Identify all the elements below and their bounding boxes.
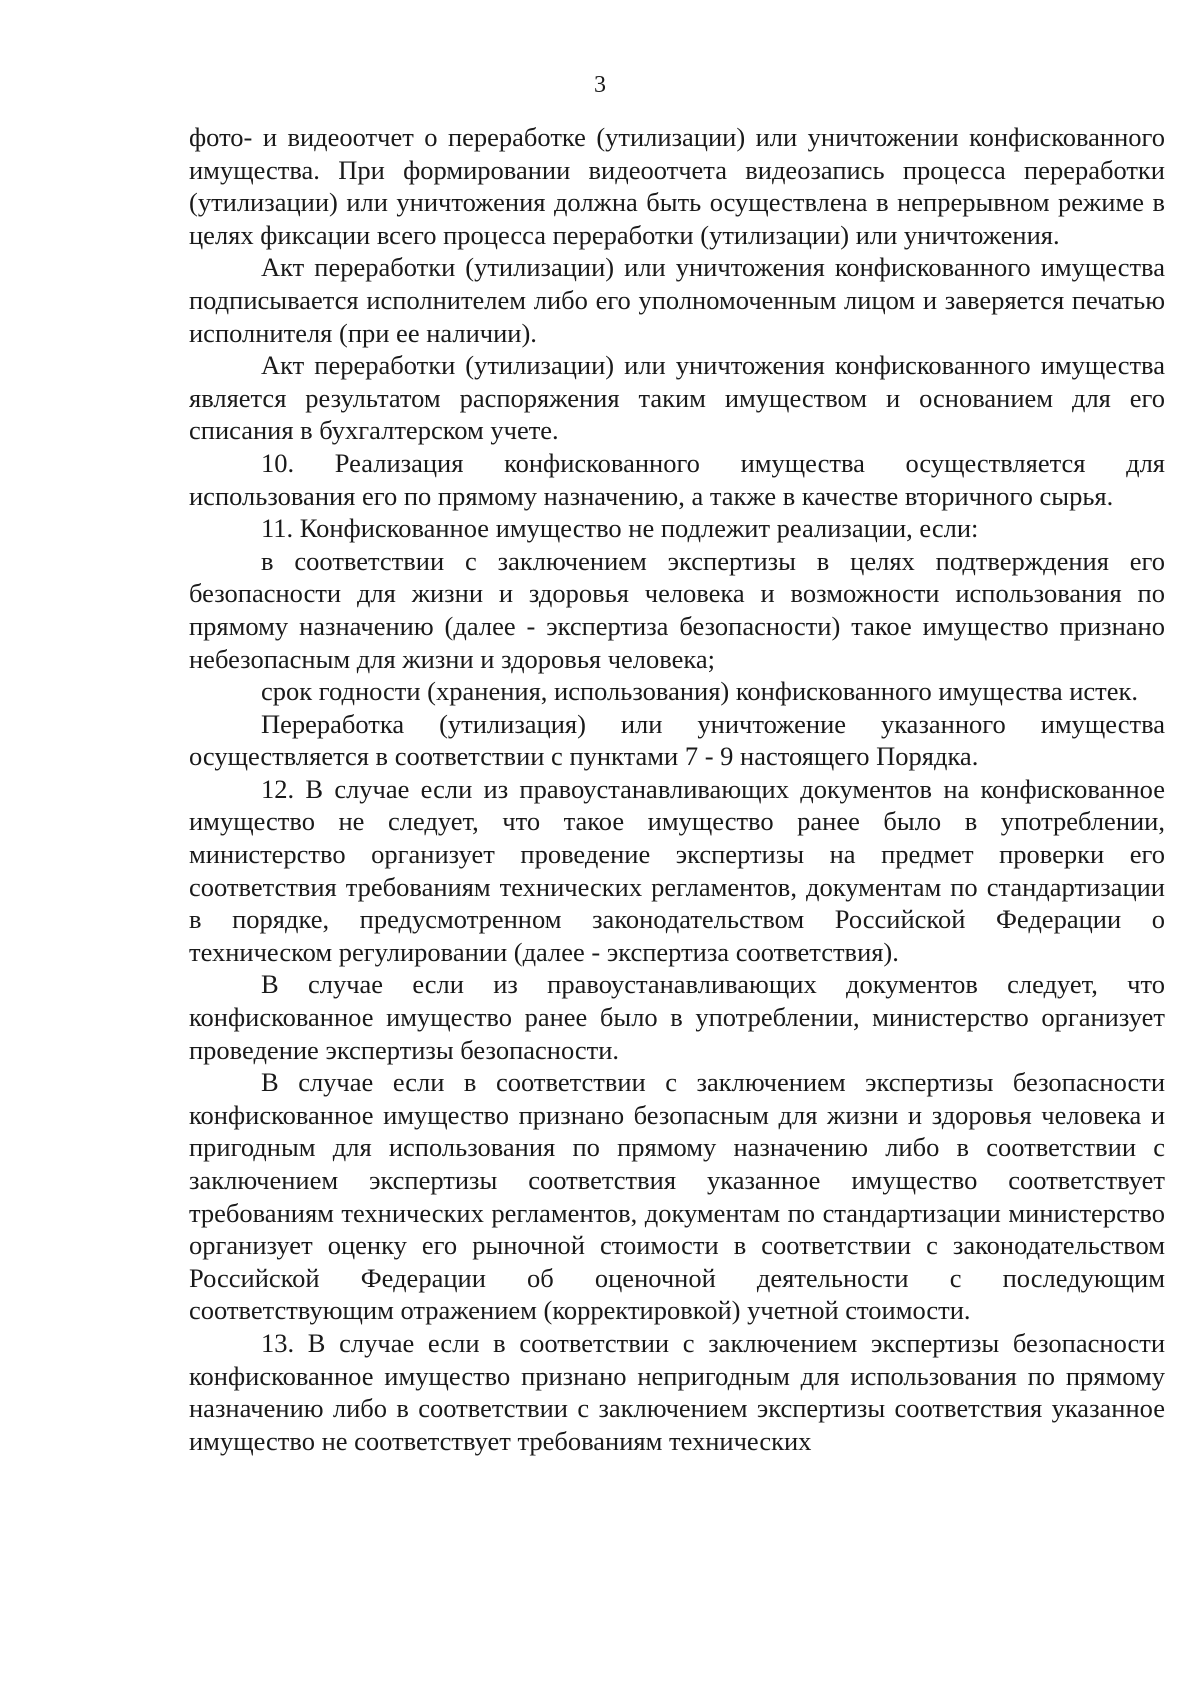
document-body — [189, 121, 1165, 1457]
paragraph: в соответствии с заключением экспертизы в целях подтверждения его безопасности для жизни и здоровья человека и возможности использования по прямому назначению (далее - экспертиза безопасности) такое имущество признано небезопасным для жизни и здоровья человека; — [189, 545, 1165, 674]
paragraph: В случае если в соответствии с заключением экспертизы безопасности конфискованное имущество признано безопасным для жизни и здоровья человека и пригодным для использования по прямому назначению либо в соответствии с заключением экспертизы соответствия указанное имущество соответствует требованиям технических регламентов, документам по стандартизации министерство организует оценку его рыночной стоимости в соответствии с законодательством Российской Федерации об оценочной деятельности с последующим соответствующим отражением (корректировкой) учетной стоимости. — [189, 1067, 1165, 1326]
paragraph: Акт переработки (утилизации) или уничтожения конфискованного имущества подписывается исполнителем либо его уполномоченным лицом и заверяется печатью исполнителя (при ее наличии). — [189, 252, 1165, 348]
paragraph-item-10: 10. Реализация конфискованного имущества осуществляется для использования его по прямому назначению, а также в качестве вторичного сырья. — [189, 447, 1165, 511]
paragraph: срок годности (хранения, использования) конфискованного имущества истек. — [261, 676, 1139, 707]
paragraph-item-11: 11. Конфискованное имущество не подлежит реализации, если: — [261, 513, 979, 544]
paragraph-item-13: 13. В случае если в соответствии с заключением экспертизы безопасности конфискованное имущество признано непригодным для использования по прямому назначению либо в соответствии с заключением экспертизы соответствия указанное имущество не соответствует требованиям технических — [189, 1327, 1165, 1456]
paragraph-item-12: 12. В случае если из правоустанавливающих документов на конфискованное имущество не следует, что такое имущество ранее было в употреблении, министерство организует проведение экспертизы на предмет проверки его соответствия требованиям технических регламентов, документам по стандартизации в порядке, предусмотренном законодательством Российской Федерации о техническом регулировании (далее - экспертиза соответствия). — [189, 773, 1165, 967]
paragraph-continuation: фото- и видеоотчет о переработке (утилизации) или уничтожении конфискованного имущества. При формировании видеоотчета видеозапись процесса переработки (утилизации) или уничтожения должна быть осуществлена в непрерывном режиме в целях фиксации всего процесса переработки (утилизации) или уничтожения. — [189, 122, 1165, 250]
page-number: 3 — [594, 72, 606, 98]
paragraph: Переработка (утилизация) или уничтожение указанного имущества осуществляется в соответствии с пунктами 7 - 9 настоящего Порядка. — [189, 708, 1165, 772]
paragraph: В случае если из правоустанавливающих документов следует, что конфискованное имущество ранее было в употреблении, министерство организует проведение экспертизы безопасности. — [189, 969, 1165, 1065]
paragraph: Акт переработки (утилизации) или уничтожения конфискованного имущества является результатом распоряжения таким имуществом и основанием для его списания в бухгалтерском учете. — [189, 350, 1165, 446]
